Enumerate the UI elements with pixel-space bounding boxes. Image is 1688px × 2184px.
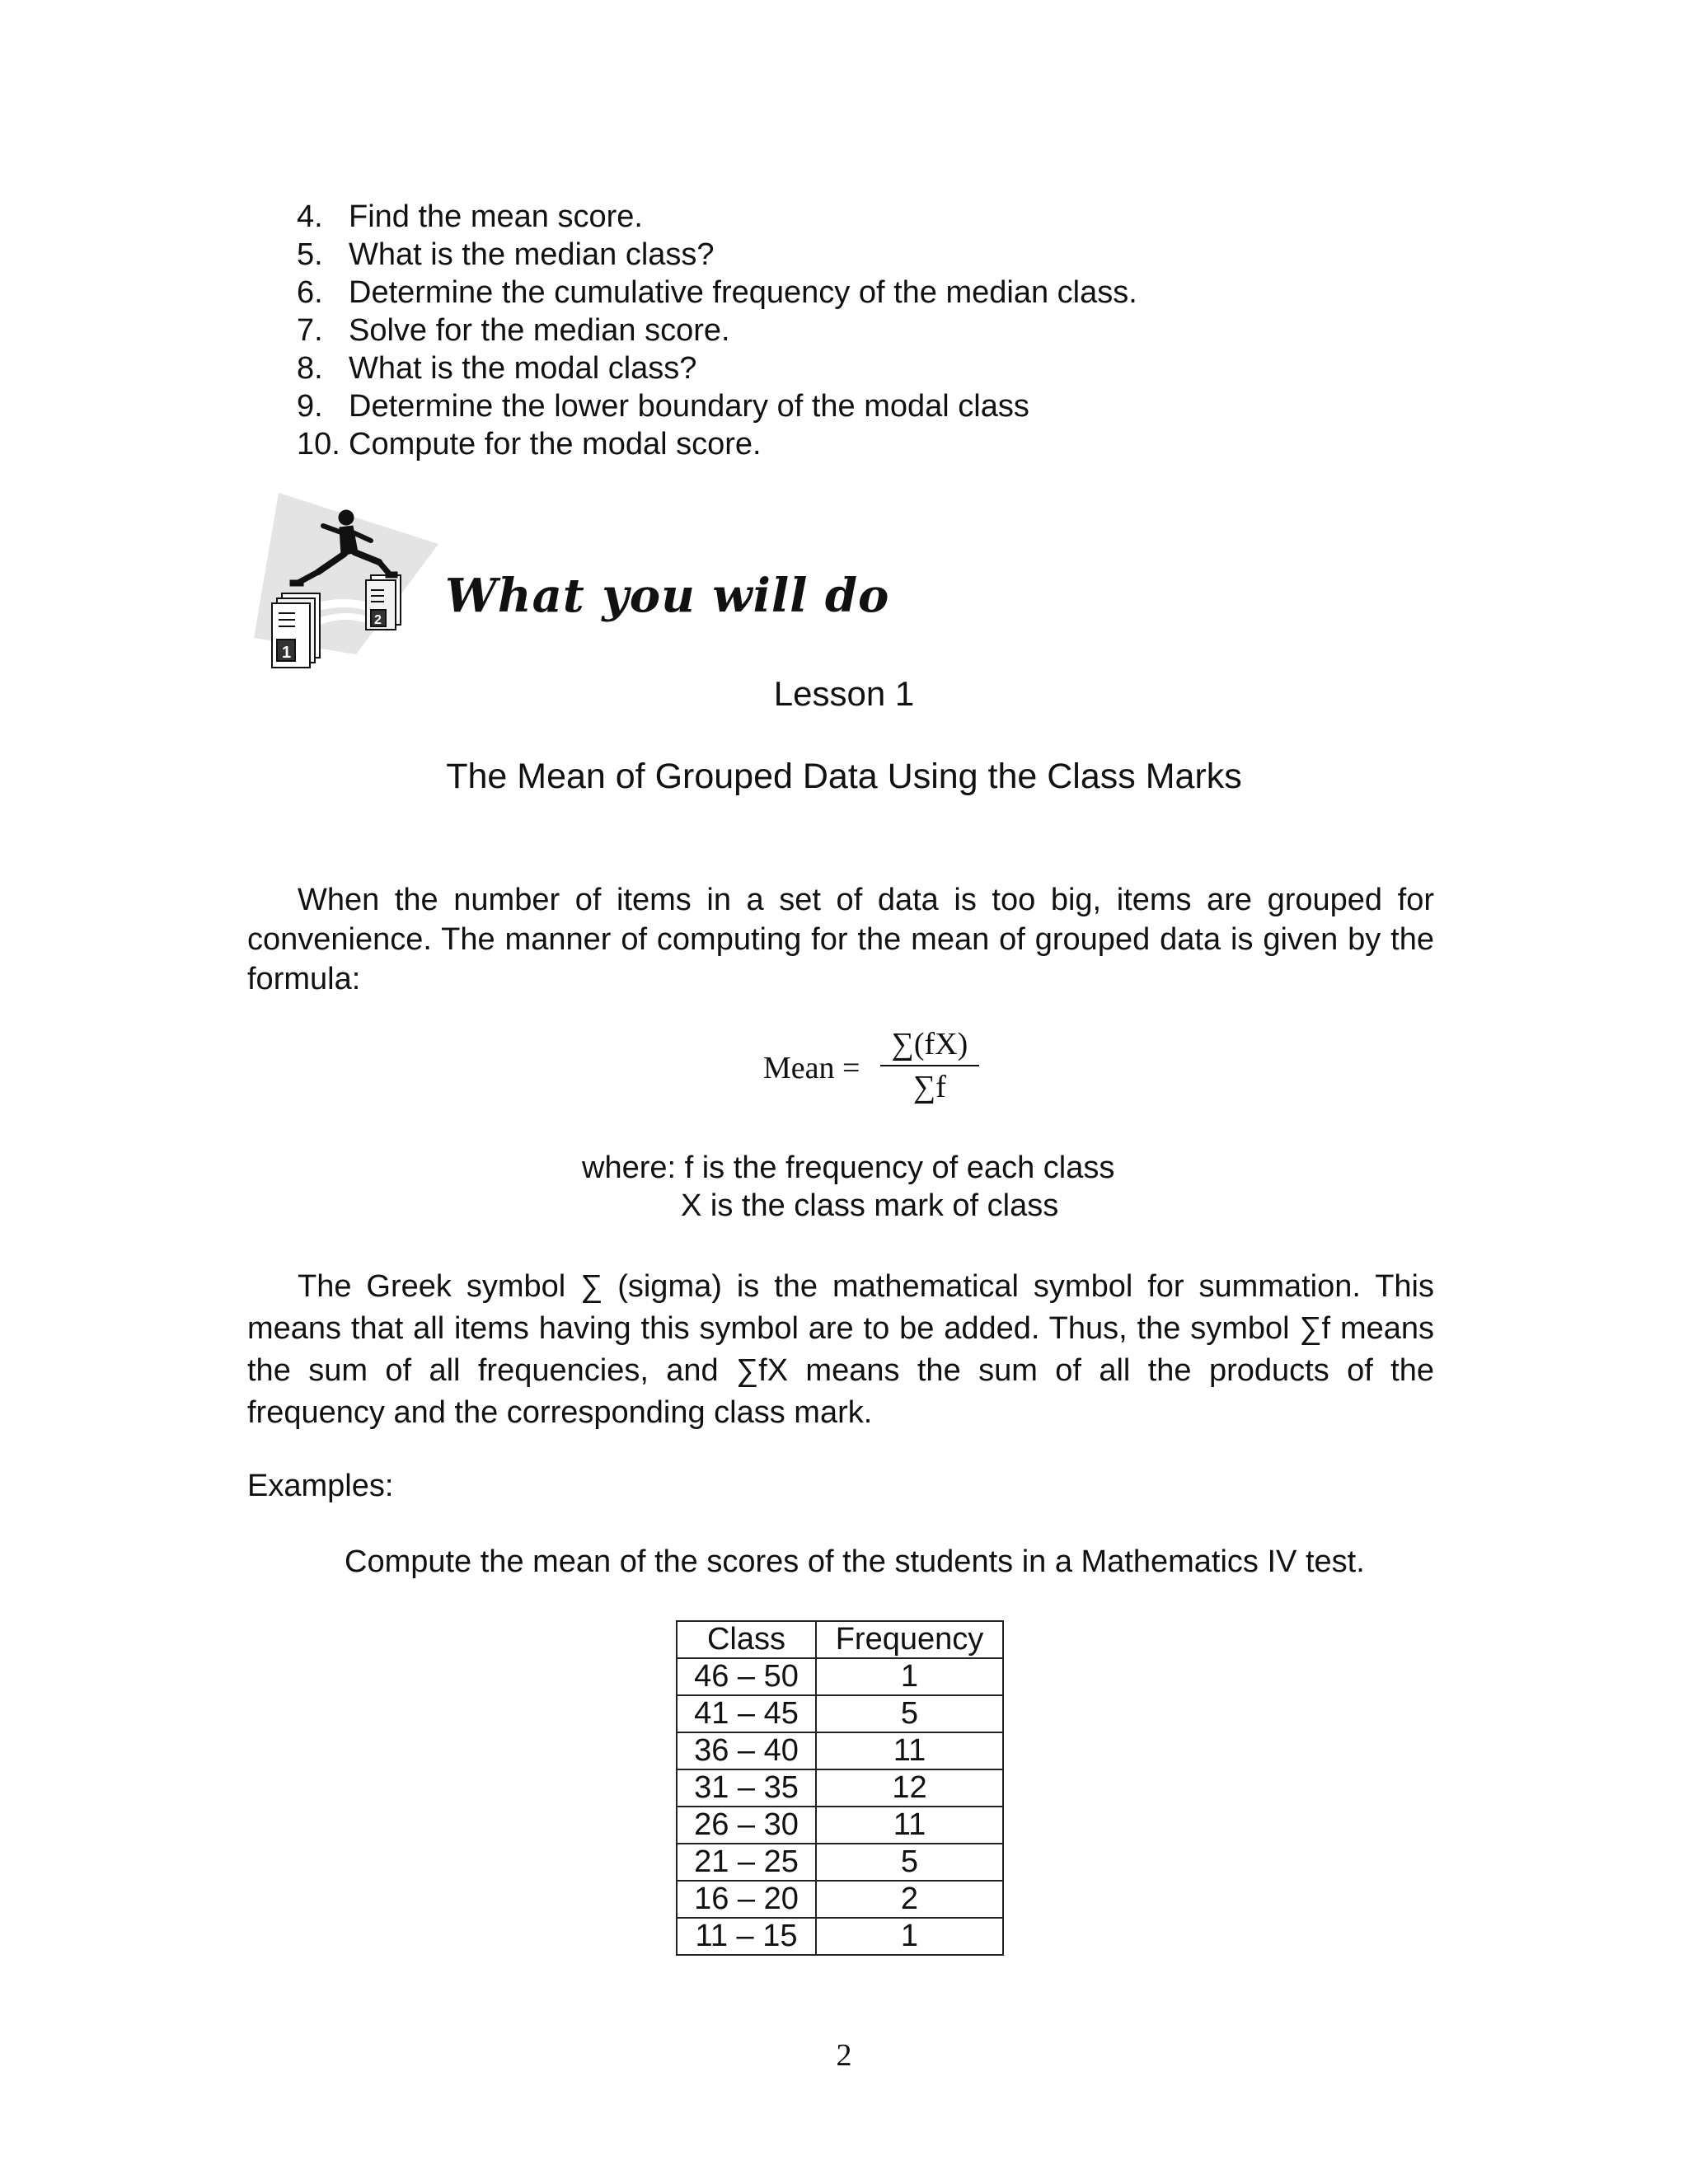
question-item: [297, 236, 1137, 274]
question-text: Determine the cumulative frequency of the median class.: [349, 275, 1137, 310]
question-number: 10.: [297, 427, 340, 462]
question-text: Find the mean score.: [349, 199, 643, 234]
table-row: [677, 1769, 1003, 1807]
question-number: 5.: [297, 237, 323, 272]
table-header-row: [677, 1621, 1003, 1658]
formula-fraction: [879, 1024, 981, 1108]
where-line-frequency: where: f is the frequency of each class: [582, 1151, 1115, 1185]
book-label: 2: [374, 613, 382, 627]
class-cell: 21 – 25: [677, 1844, 816, 1881]
examples-label: Examples:: [247, 1469, 394, 1503]
where-line-class-mark: X is the class mark of class: [681, 1188, 1059, 1223]
question-text: What is the modal class?: [349, 351, 697, 386]
table-row: [677, 1844, 1003, 1881]
table-row: [677, 1807, 1003, 1844]
question-item: [297, 312, 1137, 349]
question-item: [297, 349, 1137, 387]
class-cell: 46 – 50: [677, 1658, 816, 1695]
table-row: [677, 1732, 1003, 1769]
question-number: 4.: [297, 199, 323, 234]
frequency-cell: 12: [816, 1769, 1003, 1807]
question-number: 6.: [297, 275, 323, 310]
class-cell: 36 – 40: [677, 1732, 816, 1769]
formula-denominator: ∑f: [913, 1070, 946, 1104]
class-cell: 11 – 15: [677, 1918, 816, 1955]
frequency-table: [676, 1620, 1004, 1956]
question-item: [297, 425, 1137, 463]
frequency-cell: 2: [816, 1881, 1003, 1918]
formula-lhs: Mean =: [763, 1051, 860, 1085]
question-list: [297, 198, 1137, 463]
page-number: 2: [836, 2038, 852, 2073]
example-prompt: Compute the mean of the scores of the students in a Mathematics IV test.: [345, 1544, 1365, 1579]
class-cell: 16 – 20: [677, 1881, 816, 1918]
question-item: [297, 274, 1137, 312]
question-item: [297, 198, 1137, 236]
intro-paragraph: When the number of items in a set of data is too big, items are grouped for convenience. The manner of computing for the mean of grouped data is given by the formula:: [247, 883, 1434, 996]
class-cell: 26 – 30: [677, 1807, 816, 1844]
column-header-frequency: Frequency: [816, 1621, 1003, 1658]
book-label: 1: [282, 644, 292, 662]
frequency-cell: 11: [816, 1732, 1003, 1769]
question-text: Determine the lower boundary of the modal class: [349, 389, 1029, 424]
table-row: [677, 1695, 1003, 1732]
frequency-cell: 1: [816, 1918, 1003, 1955]
sigma-paragraph: The Greek symbol ∑ (sigma) is the mathematical symbol for summation. This means that all items having this symbol are to be added. Thus, the symbol ∑f means the sum of all frequencies, and ∑fX means the sum of all the products of the frequency and the corresponding class mark.: [247, 1269, 1434, 1430]
question-number: 7.: [297, 313, 323, 348]
frequency-cell: 11: [816, 1807, 1003, 1844]
question-text: Solve for the median score.: [349, 313, 730, 348]
table-row: [677, 1881, 1003, 1918]
man-jumping-books-icon: [247, 493, 453, 673]
section-heading: What you will do: [445, 569, 890, 623]
frequency-cell: 5: [816, 1695, 1003, 1732]
class-cell: 41 – 45: [677, 1695, 816, 1732]
question-text: Compute for the modal score.: [349, 427, 762, 462]
question-number: 9.: [297, 389, 323, 424]
lesson-label: Lesson 1: [773, 674, 915, 713]
table-row: [677, 1918, 1003, 1955]
question-text: What is the median class?: [349, 237, 715, 272]
frequency-cell: 1: [816, 1658, 1003, 1695]
table-row: [677, 1658, 1003, 1695]
question-number: 8.: [297, 351, 323, 386]
column-header-class: Class: [677, 1621, 816, 1658]
lesson-title: The Mean of Grouped Data Using the Class Marks: [446, 757, 1242, 796]
class-cell: 31 – 35: [677, 1769, 816, 1807]
frequency-cell: 5: [816, 1844, 1003, 1881]
question-item: [297, 387, 1137, 425]
formula-numerator: ∑(fX): [891, 1027, 968, 1062]
